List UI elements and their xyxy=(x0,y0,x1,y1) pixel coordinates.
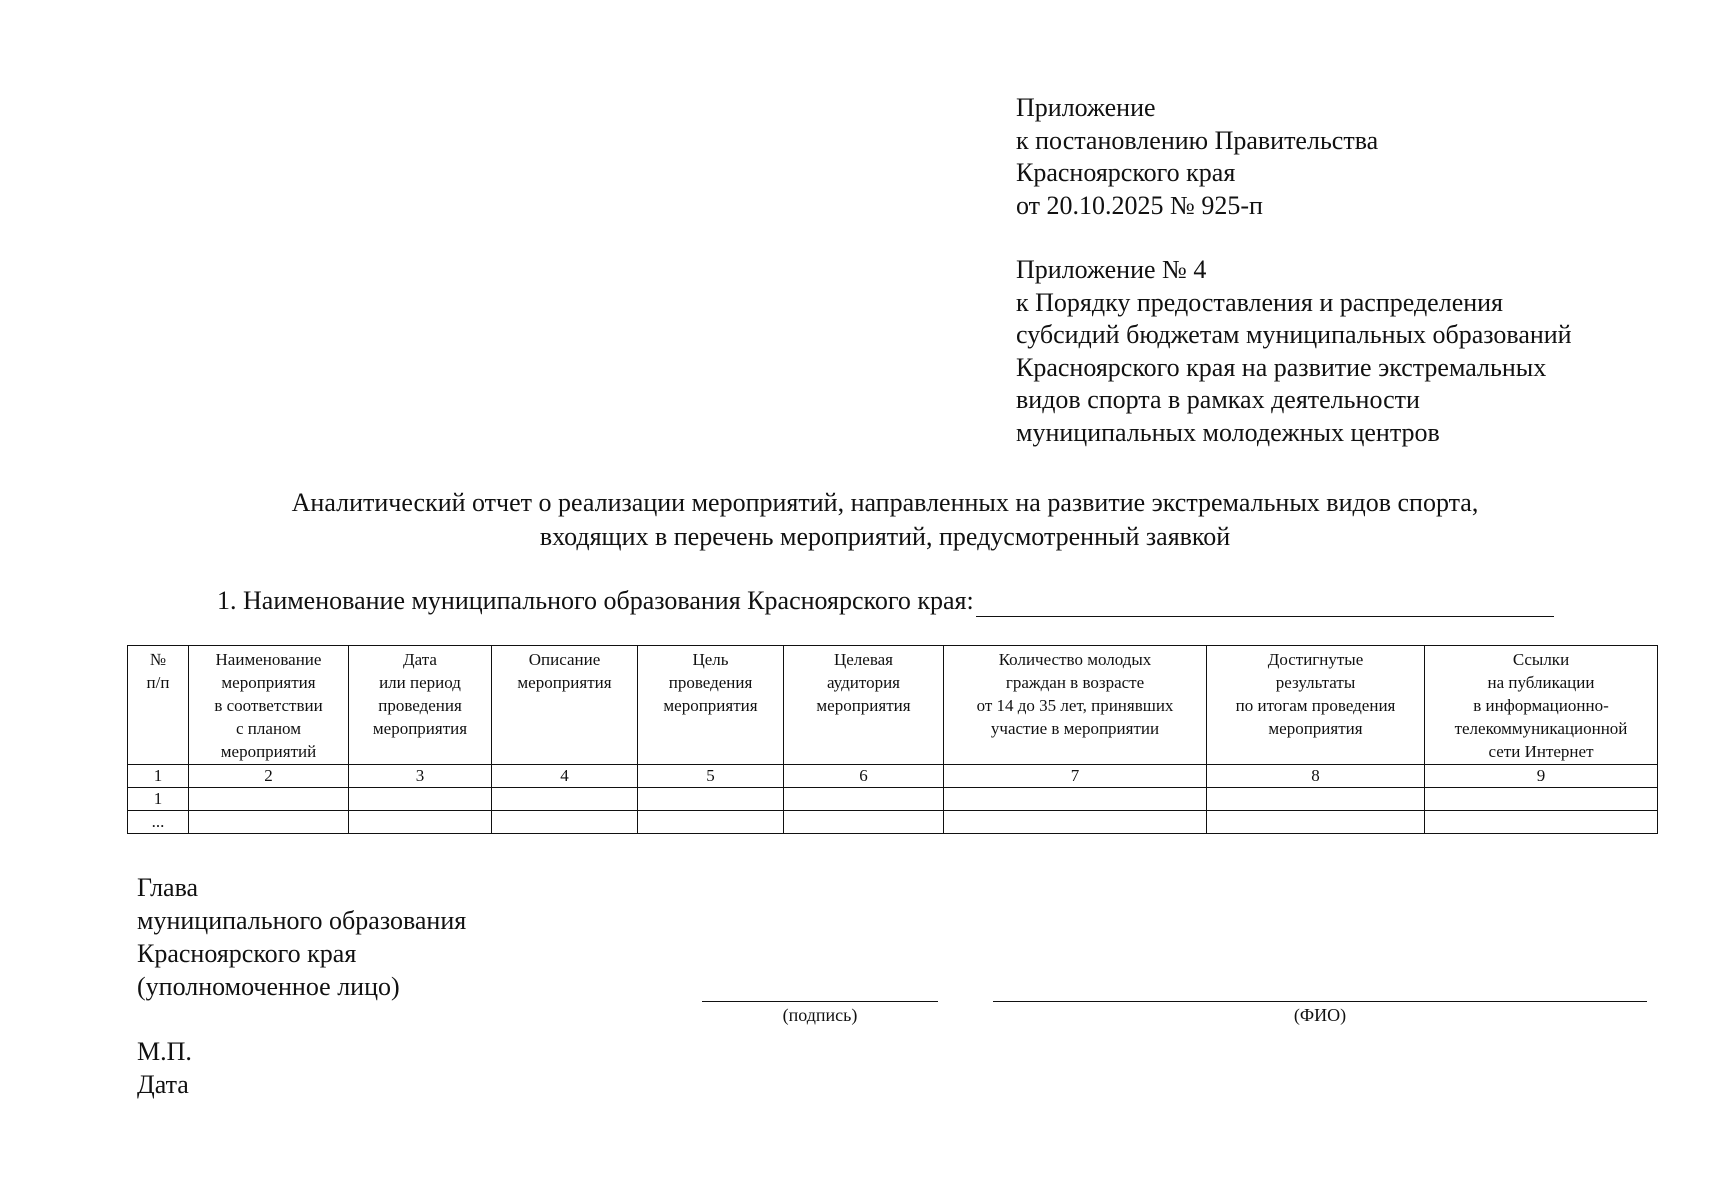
col-header-goal xyxy=(638,646,784,765)
header-line: от 14 до 35 лет, принявших xyxy=(976,696,1174,715)
table-cell[interactable] xyxy=(1207,811,1425,834)
fio-caption: (ФИО) xyxy=(1293,1005,1347,1025)
signer-line: Глава xyxy=(137,873,199,902)
column-number: 1 xyxy=(128,765,189,788)
report-title xyxy=(0,486,1717,554)
report-title-line: входящих в перечень мероприятий, предусмотренный заявкой xyxy=(539,522,1231,551)
signature-line[interactable] xyxy=(702,1001,938,1002)
date-label: Дата xyxy=(137,1070,189,1099)
header-line: аудитория xyxy=(827,673,900,692)
table-cell[interactable] xyxy=(492,811,638,834)
header-line: или период xyxy=(379,673,461,692)
appendix-main-line: Приложение xyxy=(1016,93,1156,122)
header-line: граждан в возрасте xyxy=(1005,673,1145,692)
appendix-order-line: субсидий бюджетам муниципальных образований xyxy=(1016,320,1572,349)
header-line: мероприятия xyxy=(663,696,758,715)
header-line: мероприятия xyxy=(372,719,468,738)
header-line: на публикации xyxy=(1487,673,1595,692)
table-row xyxy=(128,788,1658,811)
column-number-row xyxy=(128,765,1658,788)
header-line: Целевая xyxy=(833,650,894,669)
fio-line[interactable] xyxy=(993,1001,1647,1002)
table-header-row xyxy=(128,646,1658,765)
table-row xyxy=(128,811,1658,834)
appendix-order-line: видов спорта в рамках деятельности xyxy=(1016,385,1420,414)
header-line: телекоммуникационной xyxy=(1454,719,1628,738)
col-header-description xyxy=(492,646,638,765)
table-cell[interactable] xyxy=(784,811,944,834)
signer-block xyxy=(137,871,466,1003)
table-cell[interactable] xyxy=(638,788,784,811)
header-line: проведения xyxy=(378,696,462,715)
table-cell[interactable] xyxy=(944,788,1207,811)
col-header-links xyxy=(1425,646,1658,765)
table-cell: ... xyxy=(128,811,189,834)
col-header-results xyxy=(1207,646,1425,765)
appendix-order-line: муниципальных молодежных центров xyxy=(1016,417,1440,447)
header-line: проведения xyxy=(668,673,753,692)
signer-line: муниципального образования xyxy=(137,906,467,935)
col-header-audience xyxy=(784,646,944,765)
signer-line: (уполномоченное лицо) xyxy=(137,972,400,1001)
col-header-date xyxy=(349,646,492,765)
header-line: в информационно- xyxy=(1473,696,1609,715)
header-line: мероприятий xyxy=(220,742,317,761)
column-number: 2 xyxy=(189,765,349,788)
header-line: сети Интернет xyxy=(1488,742,1594,761)
header-line: п/п xyxy=(146,673,170,692)
appendix-main-line: от 20.10.2025 № 925-п xyxy=(1016,190,1263,220)
municipality-name-field xyxy=(217,585,1554,617)
signer-line: Красноярского края xyxy=(137,939,357,968)
table-cell[interactable] xyxy=(349,788,492,811)
table-cell[interactable] xyxy=(349,811,492,834)
appendix-main-line: к постановлению Правительства xyxy=(1016,125,1379,155)
report-title-line: Аналитический отчет о реализации мероприятий, направленных на развитие экстремальных видов спорта, xyxy=(291,488,1479,517)
header-line: в соответствии xyxy=(214,696,323,715)
stamp-label: М.П. xyxy=(137,1037,192,1066)
header-line: Описание xyxy=(528,650,601,669)
table-cell[interactable] xyxy=(1207,788,1425,811)
table-cell[interactable] xyxy=(1425,788,1658,811)
col-header-participants xyxy=(944,646,1207,765)
header-line: Дата xyxy=(403,650,437,669)
column-number: 7 xyxy=(944,765,1207,788)
column-number: 5 xyxy=(638,765,784,788)
header-line: участие в мероприятии xyxy=(990,719,1160,738)
header-line: мероприятия xyxy=(221,673,316,692)
appendix-order-line: к Порядку предоставления и распределения xyxy=(1016,287,1504,317)
col-header-event-name xyxy=(189,646,349,765)
header-line: с планом xyxy=(236,719,301,738)
table-cell[interactable] xyxy=(944,811,1207,834)
header-line: № xyxy=(149,650,167,669)
table-cell[interactable] xyxy=(1425,811,1658,834)
table-cell[interactable] xyxy=(492,788,638,811)
column-number: 3 xyxy=(349,765,492,788)
appendix-order-header xyxy=(1016,254,1572,449)
column-number: 9 xyxy=(1425,765,1658,788)
col-header-number xyxy=(128,646,189,765)
header-line: Цель xyxy=(692,650,729,669)
header-line: Ссылки xyxy=(1512,650,1570,669)
header-line: Достигнутые xyxy=(1267,650,1364,669)
header-line: мероприятия xyxy=(816,696,911,715)
table-cell: 1 xyxy=(128,788,189,811)
column-number: 6 xyxy=(784,765,944,788)
table-cell[interactable] xyxy=(784,788,944,811)
appendix-order-line: Приложение № 4 xyxy=(1016,255,1207,284)
report-table xyxy=(127,645,1658,834)
municipality-name-blank[interactable] xyxy=(976,590,1554,617)
header-line: Наименование xyxy=(215,650,322,669)
appendix-order-line: Красноярского края на развитие экстремальных xyxy=(1016,352,1547,382)
header-line: по итогам проведения xyxy=(1235,696,1396,715)
header-line: мероприятия xyxy=(1268,719,1363,738)
table-cell[interactable] xyxy=(189,788,349,811)
header-line: результаты xyxy=(1275,673,1356,692)
stamp-date-block xyxy=(137,1035,192,1101)
appendix-main-line: Красноярского края xyxy=(1016,158,1236,187)
header-line: Количество молодых xyxy=(998,650,1152,669)
table-cell[interactable] xyxy=(189,811,349,834)
table-cell[interactable] xyxy=(638,811,784,834)
column-number: 4 xyxy=(492,765,638,788)
signature-caption: (подпись) xyxy=(782,1005,858,1025)
header-line: мероприятия xyxy=(517,673,612,692)
column-number: 8 xyxy=(1207,765,1425,788)
municipality-name-label: 1. Наименование муниципального образования Красноярского края: xyxy=(217,586,974,615)
appendix-main-header xyxy=(1016,92,1378,222)
